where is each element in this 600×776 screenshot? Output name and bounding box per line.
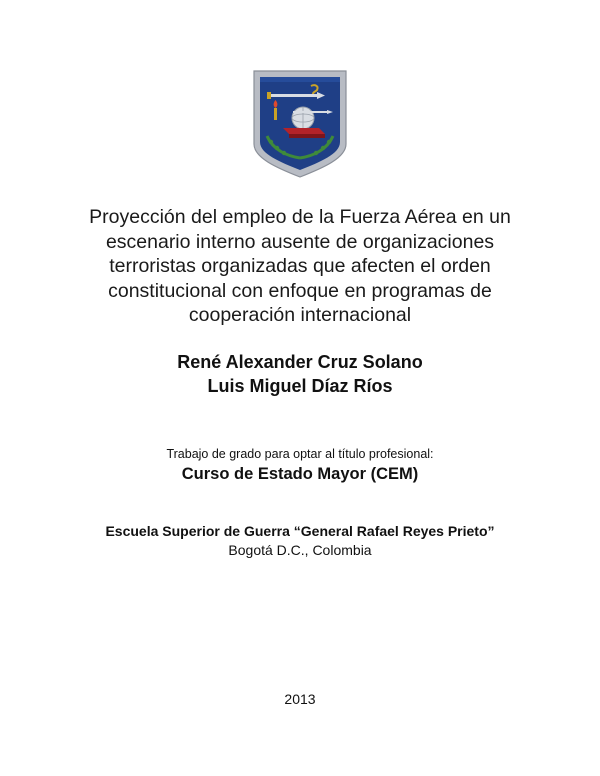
thesis-title-line: Proyección del empleo de la Fuerza Aérea en un [89, 206, 511, 228]
thesis-title-line: constitucional con enfoque en programas de [108, 279, 492, 302]
thesis-title [0, 205, 600, 328]
thesis-title-line: escenario interno ausente de organizaciones [105, 230, 495, 253]
school-name: Escuela Superior de Guerra “General Rafael Reyes Prieto” [105, 523, 495, 539]
city: Bogotá D.C., Colombia [228, 542, 372, 558]
degree-intro: Trabajo de grado para optar al título profesional: [166, 447, 434, 461]
authors [0, 350, 600, 398]
thesis-title-line: terroristas organizadas que afecten el orden [109, 255, 491, 277]
author-name: Luis Miguel Díaz Ríos [207, 376, 393, 396]
thesis-title-line: cooperación internacional [188, 304, 412, 326]
military-school-crest-icon [253, 70, 347, 178]
degree-title: Curso de Estado Mayor (CEM) [181, 465, 419, 483]
author-name: René Alexander Cruz Solano [177, 352, 423, 372]
year: 2013 [284, 691, 316, 707]
